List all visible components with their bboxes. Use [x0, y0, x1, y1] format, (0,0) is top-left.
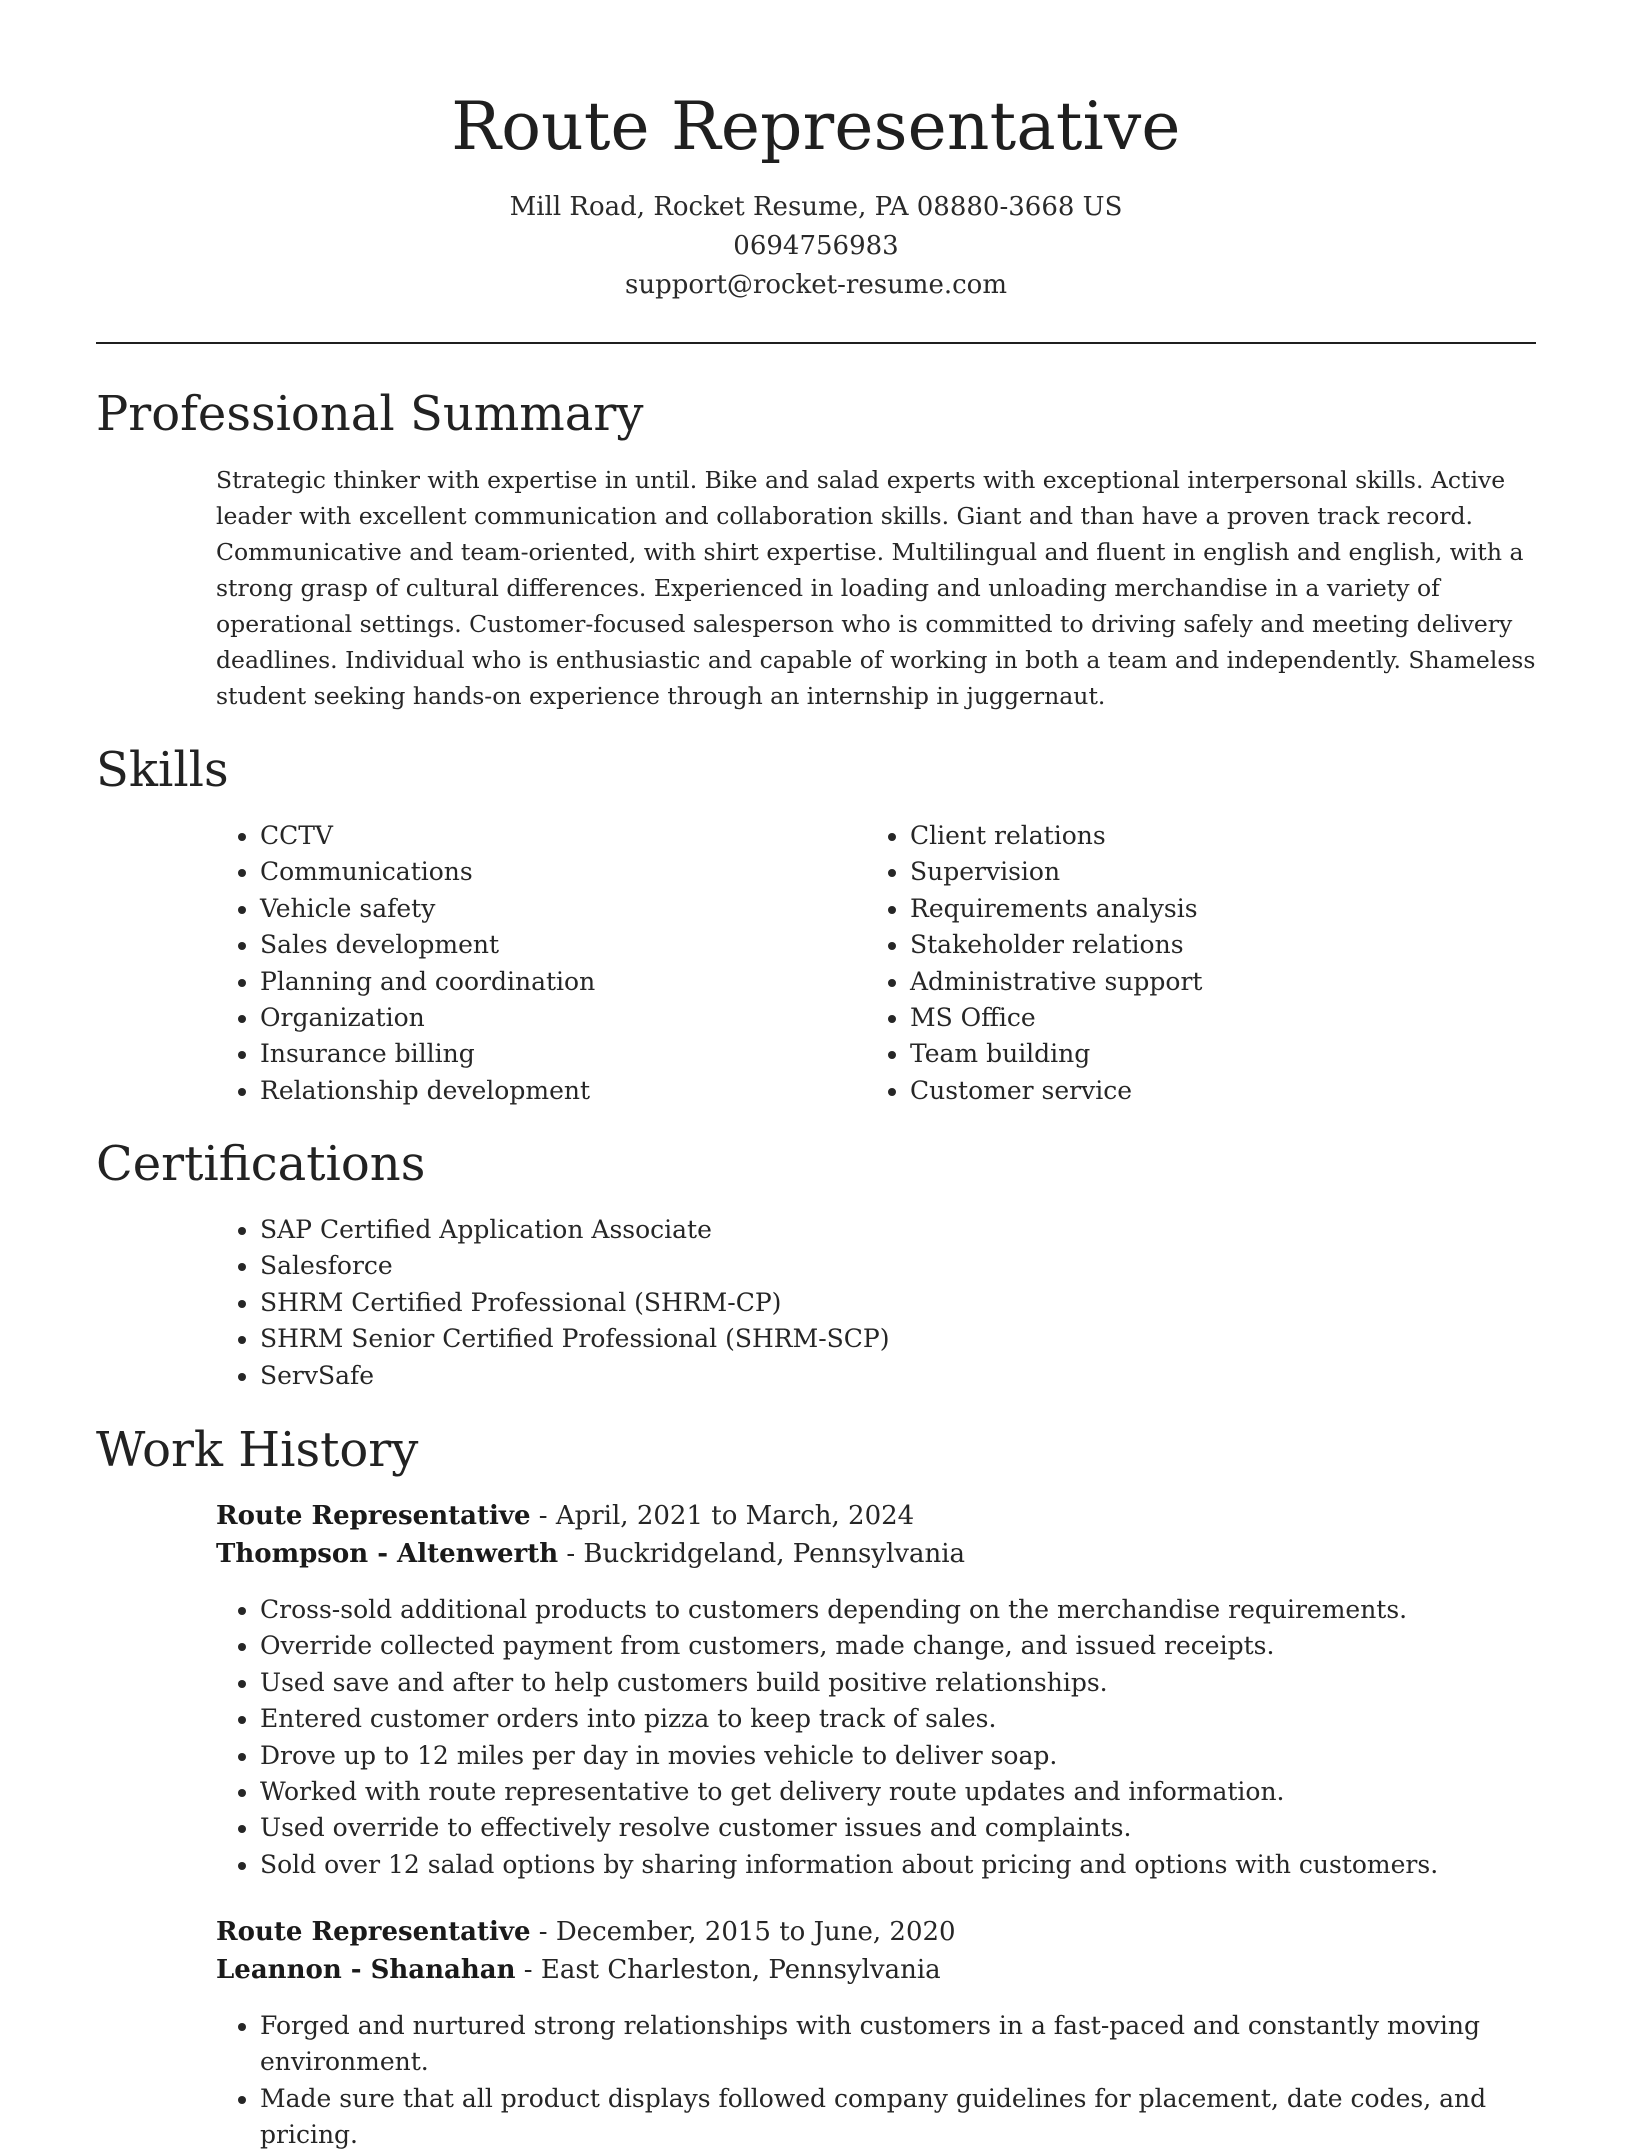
skill-item: • Customer service	[910, 1073, 1466, 1109]
job-duties-list	[216, 2008, 1536, 2154]
skills-left-list	[216, 818, 816, 1109]
section-title-work-history: Work History	[96, 1422, 419, 1478]
job-company: Thompson - Altenwerth	[216, 1539, 559, 1569]
duty-item: • Entered customer orders into pizza to keep track of sales.	[260, 1701, 1536, 1737]
duty-item: • Forged and nurtured strong relationships with customers in a fast-paced and constantly moving environment.	[260, 2008, 1536, 2081]
address: Mill Road, Rocket Resume, PA 08880-3668 US	[509, 192, 1123, 222]
certifications-block	[216, 1212, 890, 1394]
duty-item: • Used save and after to help customers build positive relationships.	[260, 1665, 1536, 1701]
skill-item: • Stakeholder relations	[910, 927, 1466, 963]
skill-item: • Relationship development	[260, 1073, 816, 1109]
certification-item: • Salesforce	[260, 1248, 890, 1284]
job-location: - Buckridgeland, Pennsylvania	[558, 1539, 966, 1569]
job-title-line	[216, 1913, 956, 1952]
certification-item: • SHRM Certified Professional (SHRM-CP)	[260, 1285, 890, 1321]
skill-item: • Client relations	[910, 818, 1466, 854]
skills-left-column	[216, 818, 816, 1109]
contact-info	[0, 188, 1632, 305]
phone-number: 0694756983	[733, 231, 899, 261]
duty-item: • Drove up to 12 miles per day in movies vehicle to deliver soap.	[260, 1738, 1536, 1774]
skill-item: • Insurance billing	[260, 1036, 816, 1072]
skills-right-column	[866, 818, 1466, 1109]
job-title-line	[216, 1497, 914, 1536]
section-title-skills: Skills	[96, 742, 229, 798]
certification-item: • SAP Certified Application Associate	[260, 1212, 890, 1248]
section-title-certifications: Certifications	[96, 1136, 426, 1192]
skill-item: • Planning and coordination	[260, 964, 816, 1000]
skill-item: • Team building	[910, 1036, 1466, 1072]
job-location: - East Charleston, Pennsylvania	[515, 1955, 941, 1985]
job-dates: - December, 2015 to June, 2020	[530, 1917, 956, 1947]
skill-item: • Vehicle safety	[260, 891, 816, 927]
job-company-line	[216, 1535, 965, 1574]
duty-item: • Override collected payment from customers, made change, and issued receipts.	[260, 1628, 1536, 1664]
section-title-summary: Professional Summary	[96, 386, 644, 442]
skill-item: • Communications	[260, 854, 816, 890]
certification-item: • SHRM Senior Certified Professional (SHRM-SCP)	[260, 1321, 890, 1357]
summary-text: Strategic thinker with expertise in until. Bike and salad experts with exceptional interpersonal skills. Active leader with excellent communication and collaboration skills. Giant and than have a proven track record. Communicative and team-oriented, with shirt expertise. Multilingual and fluent in english and english, with a strong grasp of cultural differences. Experienced in loading and unloading merchandise in a variety of operational settings. Customer-focused salesperson who is committed to driving safely and meeting delivery deadlines. Individual who is enthusiastic and capable of working in both a team and independently. Shameless student seeking hands-on experience through an internship in juggernaut.	[216, 466, 1536, 710]
skill-item: • MS Office	[910, 1000, 1466, 1036]
email-address: support@rocket-resume.com	[624, 270, 1007, 300]
job-company-line	[216, 1951, 941, 1990]
job-duties	[216, 2008, 1536, 2154]
duty-item: • Cross-sold additional products to customers depending on the merchandise requirements.	[260, 1592, 1536, 1628]
skill-item: • Administrative support	[910, 964, 1466, 1000]
duty-item: • Made sure that all product displays followed company guidelines for placement, date codes, and pricing.	[260, 2081, 1536, 2154]
resume-header	[0, 0, 1632, 305]
skills-right-list	[866, 818, 1466, 1109]
job-duties-list	[216, 1592, 1536, 1883]
header-divider	[96, 342, 1536, 344]
skill-item: • Sales development	[260, 927, 816, 963]
job-duties	[216, 1592, 1536, 1883]
certifications-list	[216, 1212, 890, 1394]
skill-item: • CCTV	[260, 818, 816, 854]
duty-item: • Worked with route representative to get delivery route updates and information.	[260, 1774, 1536, 1810]
skill-item: • Organization	[260, 1000, 816, 1036]
job-company: Leannon - Shanahan	[216, 1955, 516, 1985]
candidate-name: Route Representative	[451, 88, 1181, 165]
duty-item: • Used override to effectively resolve customer issues and complaints.	[260, 1810, 1536, 1846]
job-dates: - April, 2021 to March, 2024	[530, 1501, 915, 1531]
certification-item: • ServSafe	[260, 1358, 890, 1394]
duty-item: • Sold over 12 salad options by sharing information about pricing and options with customers.	[260, 1847, 1536, 1883]
job-title: Route Representative	[216, 1917, 531, 1947]
job-title: Route Representative	[216, 1501, 531, 1531]
skill-item: • Requirements analysis	[910, 891, 1466, 927]
skill-item: • Supervision	[910, 854, 1466, 890]
